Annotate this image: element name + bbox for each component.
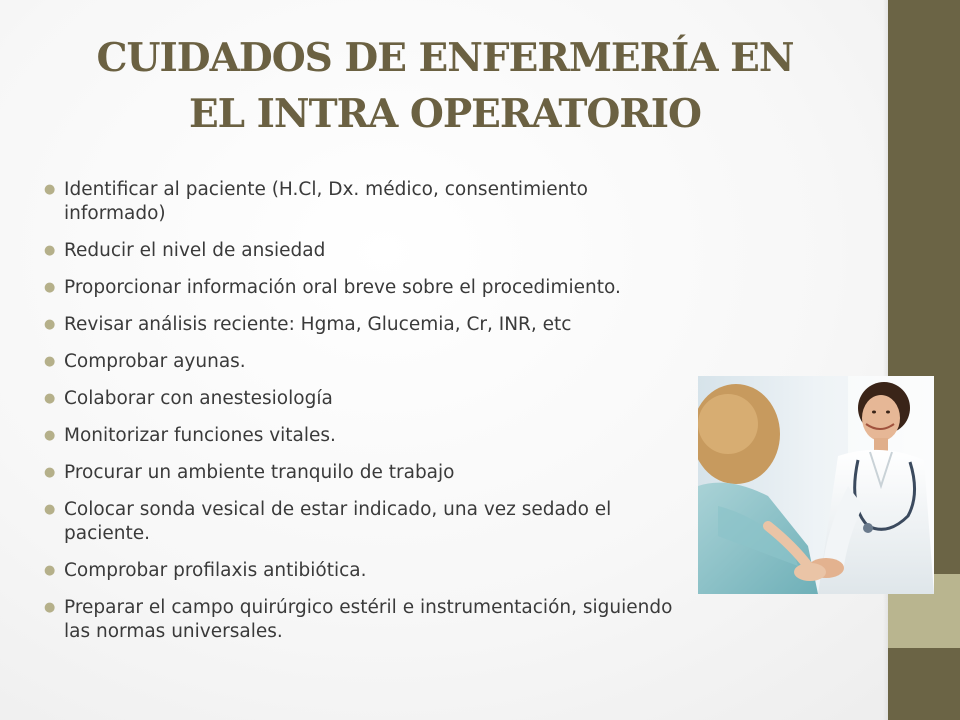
bullet-item [44,596,694,644]
slide-title-line-2: EL INTRA OPERATORIO [188,91,702,137]
bullet-dot-icon: ● [44,280,56,295]
bullet-text: Preparar el campo quirúrgico estéril e instrumentación, siguiendo las normas universales. [64,597,673,642]
bullet-item [44,276,694,300]
bullet-text: Identificar al paciente (H.Cl, Dx. médico, consentimiento informado) [64,179,588,224]
bullet-item [44,498,694,546]
bullet-dot-icon: ● [44,600,56,615]
nurse-patient-illustration [698,376,934,594]
bullet-item [44,313,694,337]
bullet-text: Comprobar profilaxis antibiótica. [64,560,367,581]
bullet-dot-icon: ● [44,182,56,197]
bullet-dot-icon: ● [44,502,56,517]
bullet-text: Procurar un ambiente tranquilo de trabajo [64,462,455,483]
bullet-dot-icon: ● [44,354,56,369]
bullet-dot-icon: ● [44,243,56,258]
bullet-text: Comprobar ayunas. [64,351,246,372]
bullet-text: Colocar sonda vesical de estar indicado, una vez sedado el paciente. [64,499,612,544]
bullet-dot-icon: ● [44,563,56,578]
bullet-item [44,387,694,411]
slide-title-line-1: CUIDADOS DE ENFERMERÍA EN [96,35,794,81]
bullet-dot-icon: ● [44,428,56,443]
bullet-dot-icon: ● [44,465,56,480]
bullet-item [44,424,694,448]
nurse-patient-photo [698,376,934,594]
bullet-dot-icon: ● [44,391,56,406]
bullet-text: Reducir el nivel de ansiedad [64,240,326,261]
bullet-text: Monitorizar funciones vitales. [64,425,336,446]
bullet-text: Colaborar con anestesiología [64,388,333,409]
bullet-text: Revisar análisis reciente: Hgma, Glucemia, Cr, INR, etc [64,314,572,335]
bullet-item [44,559,694,583]
bullet-list [44,178,694,657]
bullet-item [44,178,694,226]
bullet-text: Proporcionar información oral breve sobre el procedimiento. [64,277,621,298]
slide-title [40,30,850,142]
bullet-item [44,350,694,374]
bullet-item [44,461,694,485]
bullet-item [44,239,694,263]
bullet-dot-icon: ● [44,317,56,332]
